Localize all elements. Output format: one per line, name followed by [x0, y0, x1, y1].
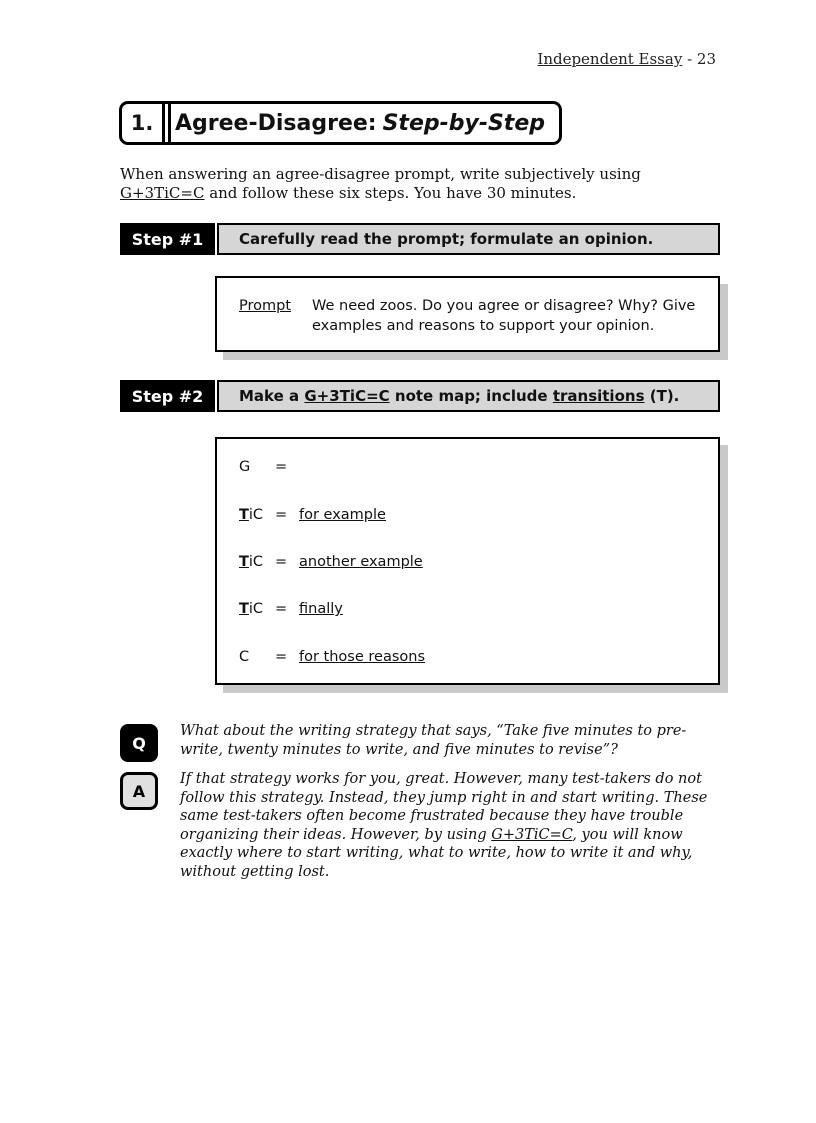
intro-paragraph: [120, 165, 720, 203]
section-title: [119, 101, 562, 145]
row-key: C: [239, 649, 250, 665]
intro-part2: and follow these six steps. You have 30 minutes.: [204, 184, 577, 202]
row-value: finally: [299, 601, 343, 617]
step-2-text-b: note map; include: [394, 387, 548, 405]
page-header: [537, 50, 716, 68]
answer-part2: , you will know exactly where to start writing, what to write, how to write it and why, without getting lost.: [180, 826, 693, 880]
row-equals: =: [275, 554, 288, 570]
prompt-card: [215, 276, 720, 352]
answer-formula: G+3TiC=C: [491, 826, 573, 843]
step-1-text: Carefully read the prompt; formulate an opinion.: [217, 223, 720, 255]
note-map-row: [239, 459, 299, 475]
step-2-text: [217, 380, 720, 412]
intro-part1: When answering an agree-disagree prompt, write subjectively using: [120, 165, 641, 183]
intro-formula: G+3TiC=C: [120, 184, 205, 202]
section-number: 1.: [119, 101, 165, 145]
page-number: 23: [696, 50, 716, 68]
note-map-row: [239, 601, 343, 617]
note-map-row: [239, 507, 386, 523]
row-value: for those reasons: [299, 649, 425, 665]
row-value: another example: [299, 554, 423, 570]
step-2-label: Step #2: [120, 380, 215, 412]
question-badge: Q: [120, 724, 158, 762]
step-2-formula: G+3TiC=C: [304, 387, 390, 405]
row-key: G: [239, 459, 251, 475]
note-map-card: [215, 437, 720, 685]
prompt-text: We need zoos. Do you agree or disagree? Why? Give examples and reasons to support your opinion.: [312, 298, 696, 334]
heading-italic: Step-by-Step: [382, 110, 545, 136]
row-equals: =: [275, 459, 288, 475]
answer-part1: If that strategy works for you, great. However, many test-takers do not follow this strategy. Instead, they jump right in and start writing. These same test-takers often become frustrated because they have trouble organizing their ideas. However, by using: [180, 771, 708, 843]
step-2-bar: [120, 380, 720, 412]
step-1-bar: [120, 223, 720, 255]
row-key: iC: [248, 554, 264, 570]
row-key-t: T: [239, 554, 249, 570]
step-2-text-a: Make a: [239, 387, 300, 405]
row-key-t: T: [239, 507, 249, 523]
answer-badge: A: [120, 772, 158, 810]
heading-main: Agree-Disagree:: [175, 110, 377, 136]
row-key-t: T: [239, 601, 249, 617]
step-2-transitions: transitions: [552, 387, 645, 405]
prompt-label: Prompt: [239, 298, 292, 314]
header-separator: -: [682, 50, 697, 68]
header-section: Independent Essay: [537, 50, 683, 68]
question-text: What about the writing strategy that says, “Take five minutes to pre-write, twenty minutes to write, and five minutes to revise”?: [180, 723, 687, 758]
step-2-text-c: (T).: [649, 387, 680, 405]
row-equals: =: [275, 649, 288, 665]
row-key: iC: [248, 601, 264, 617]
row-equals: =: [275, 507, 288, 523]
note-map-row: [239, 554, 423, 570]
row-equals: =: [275, 601, 288, 617]
row-key: iC: [248, 507, 264, 523]
note-map-row: [239, 649, 425, 665]
section-heading: [165, 101, 562, 145]
row-value: for example: [299, 507, 386, 523]
answer-text: [180, 770, 720, 881]
step-1-label: Step #1: [120, 223, 215, 255]
